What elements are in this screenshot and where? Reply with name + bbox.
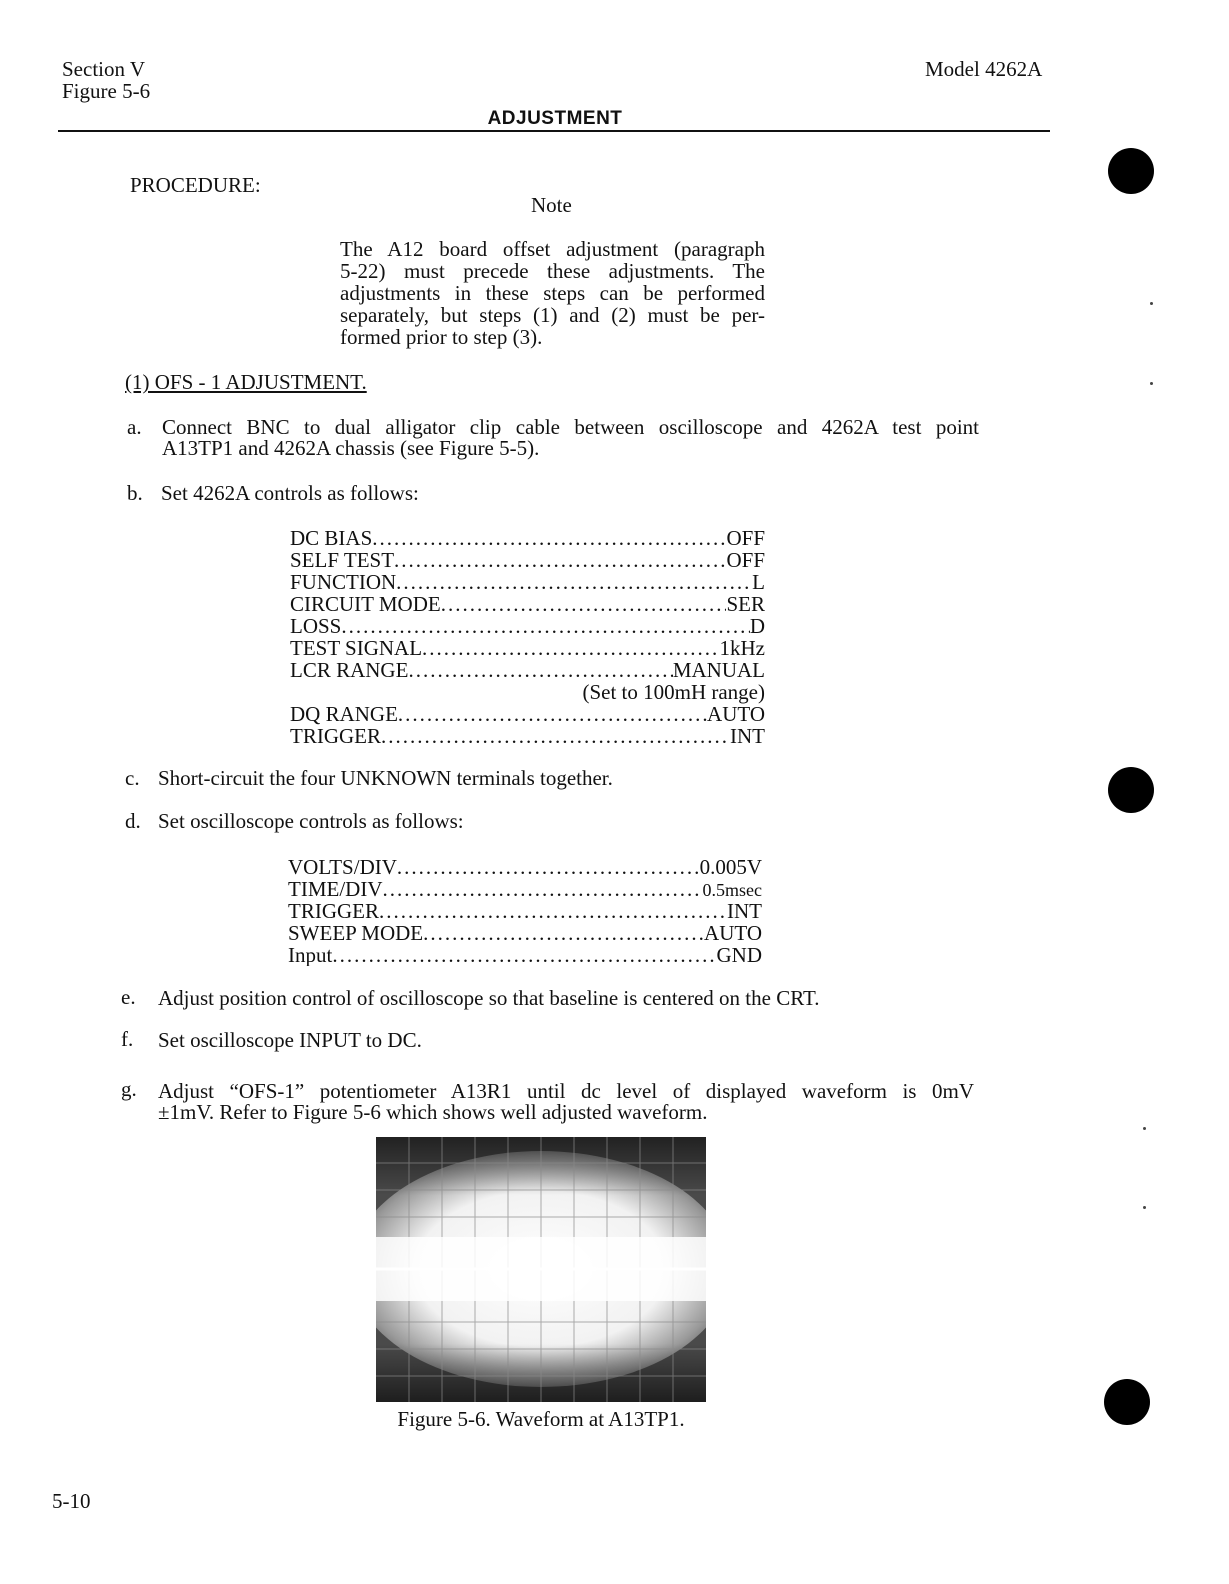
leader-dots <box>382 878 702 900</box>
section-label <box>62 58 150 102</box>
setting-label: LOSS <box>290 615 342 637</box>
setting-label: VOLTS/DIV <box>288 856 397 878</box>
setting-row <box>290 593 765 615</box>
leader-dots <box>341 615 749 637</box>
setting-label: SWEEP MODE <box>288 922 424 944</box>
step-a-line1: Connect BNC to dual alligator clip cable between oscilloscope and 4262A test point <box>162 415 979 439</box>
setting-value: AUTO <box>707 703 765 725</box>
binder-hole-top <box>1108 148 1154 194</box>
step-d-text: Set oscilloscope controls as follows: <box>158 809 464 833</box>
page-title: ADJUSTMENT <box>487 108 623 129</box>
setting-label: CIRCUIT MODE <box>290 593 441 615</box>
setting-label: TIME/DIV <box>288 878 383 900</box>
step-g-letter: g. <box>121 1077 137 1101</box>
leader-dots <box>381 725 730 747</box>
setting-row <box>290 571 765 593</box>
step-b-text: Set 4262A controls as follows: <box>161 481 419 505</box>
step-b-letter: b. <box>127 481 143 505</box>
scan-speck <box>1150 302 1153 305</box>
note-line: The A12 board offset adjustment (paragraph <box>340 237 765 261</box>
leader-dots <box>398 703 707 725</box>
figure-ref-text: Figure 5-6 <box>62 79 151 103</box>
setting-label: SELF TEST <box>290 549 395 571</box>
leader-dots <box>394 549 726 571</box>
leader-dots <box>408 659 672 681</box>
setting-row <box>288 900 762 922</box>
setting-row <box>288 944 762 966</box>
setting-value: OFF <box>726 527 765 549</box>
setting-value: GND <box>716 944 762 966</box>
leader-dots <box>423 922 704 944</box>
controls-4262a-list <box>290 527 765 747</box>
setting-value: INT <box>727 900 762 922</box>
setting-row <box>288 922 762 944</box>
leader-dots <box>441 593 727 615</box>
oscilloscope-waveform-photo <box>376 1137 706 1402</box>
binder-hole-bottom <box>1104 1379 1150 1425</box>
setting-row <box>290 637 765 659</box>
setting-value: D <box>749 615 765 637</box>
subsection-heading: (1) OFS - 1 ADJUSTMENT. <box>125 370 367 394</box>
controls-scope-list <box>288 856 762 966</box>
step-e-text: Adjust position control of oscilloscope so that baseline is centered on the CRT. <box>158 986 820 1010</box>
step-a-letter: a. <box>127 415 142 439</box>
leader-dots <box>379 900 727 922</box>
setting-value: INT <box>730 725 765 747</box>
setting-label: DQ RANGE <box>290 703 398 725</box>
step-g-line1: Adjust “OFS-1” potentiometer A13R1 until dc level of displayed waveform is 0mV <box>158 1079 974 1103</box>
note-line: formed prior to step (3). <box>340 325 543 349</box>
setting-row <box>290 703 765 725</box>
setting-label: LCR RANGE <box>290 659 409 681</box>
setting-value: AUTO <box>704 922 762 944</box>
setting-value: SER <box>726 593 765 615</box>
crt-display <box>376 1137 706 1402</box>
header-rule <box>58 130 1050 132</box>
note-line: separately, but steps (1) and (2) must be per- <box>340 303 765 327</box>
note-body <box>340 238 765 348</box>
leader-dots <box>396 571 752 593</box>
step-c-text: Short-circuit the four UNKNOWN terminals together. <box>158 766 613 790</box>
setting-label: FUNCTION <box>290 571 397 593</box>
setting-label: Input <box>288 944 333 966</box>
scan-speck <box>1150 382 1153 385</box>
setting-row <box>290 527 765 549</box>
note-line: adjustments in these steps can be performed <box>340 281 765 305</box>
setting-row <box>290 549 765 571</box>
page-number: 5-10 <box>52 1489 91 1513</box>
setting-label: TEST SIGNAL <box>290 637 423 659</box>
setting-value: 0.5msec <box>702 880 762 900</box>
step-c-letter: c. <box>125 766 140 790</box>
step-f-letter: f. <box>121 1027 134 1051</box>
setting-row <box>290 659 765 681</box>
setting-label: TRIGGER <box>290 725 381 747</box>
setting-row <box>288 878 762 900</box>
step-d-letter: d. <box>125 809 141 833</box>
note-line: 5-22) must precede these adjustments. The <box>340 259 765 283</box>
binder-hole-middle <box>1108 767 1154 813</box>
setting-label: DC BIAS <box>290 527 373 549</box>
setting-value: 1kHz <box>719 637 765 659</box>
scan-speck <box>1143 1206 1146 1209</box>
setting-value: OFF <box>726 549 765 571</box>
setting-value: L <box>752 571 765 593</box>
setting-label: TRIGGER <box>288 900 379 922</box>
leader-dots <box>397 856 700 878</box>
setting-row <box>288 856 762 878</box>
leader-dots <box>372 527 726 549</box>
step-g-line2: ±1mV. Refer to Figure 5-6 which shows well adjusted waveform. <box>158 1100 708 1124</box>
step-a-line2: A13TP1 and 4262A chassis (see Figure 5-5). <box>162 436 540 460</box>
leader-dots <box>332 944 716 966</box>
leader-dots <box>422 637 719 659</box>
model-label: Model 4262A <box>925 57 1043 81</box>
setting-value: 0.005V <box>699 856 762 878</box>
setting-value: MANUAL <box>672 659 765 681</box>
scan-speck <box>1143 1127 1146 1130</box>
figure-caption: Figure 5-6. Waveform at A13TP1. <box>397 1407 685 1431</box>
setting-row <box>290 725 765 747</box>
step-e-letter: e. <box>121 985 136 1009</box>
note-title: Note <box>531 193 572 217</box>
step-f-text: Set oscilloscope INPUT to DC. <box>158 1028 422 1052</box>
section-text: Section V <box>62 57 146 81</box>
procedure-heading: PROCEDURE: <box>130 173 261 197</box>
lcr-range-note: (Set to 100mH range) <box>582 680 765 704</box>
setting-row <box>290 615 765 637</box>
